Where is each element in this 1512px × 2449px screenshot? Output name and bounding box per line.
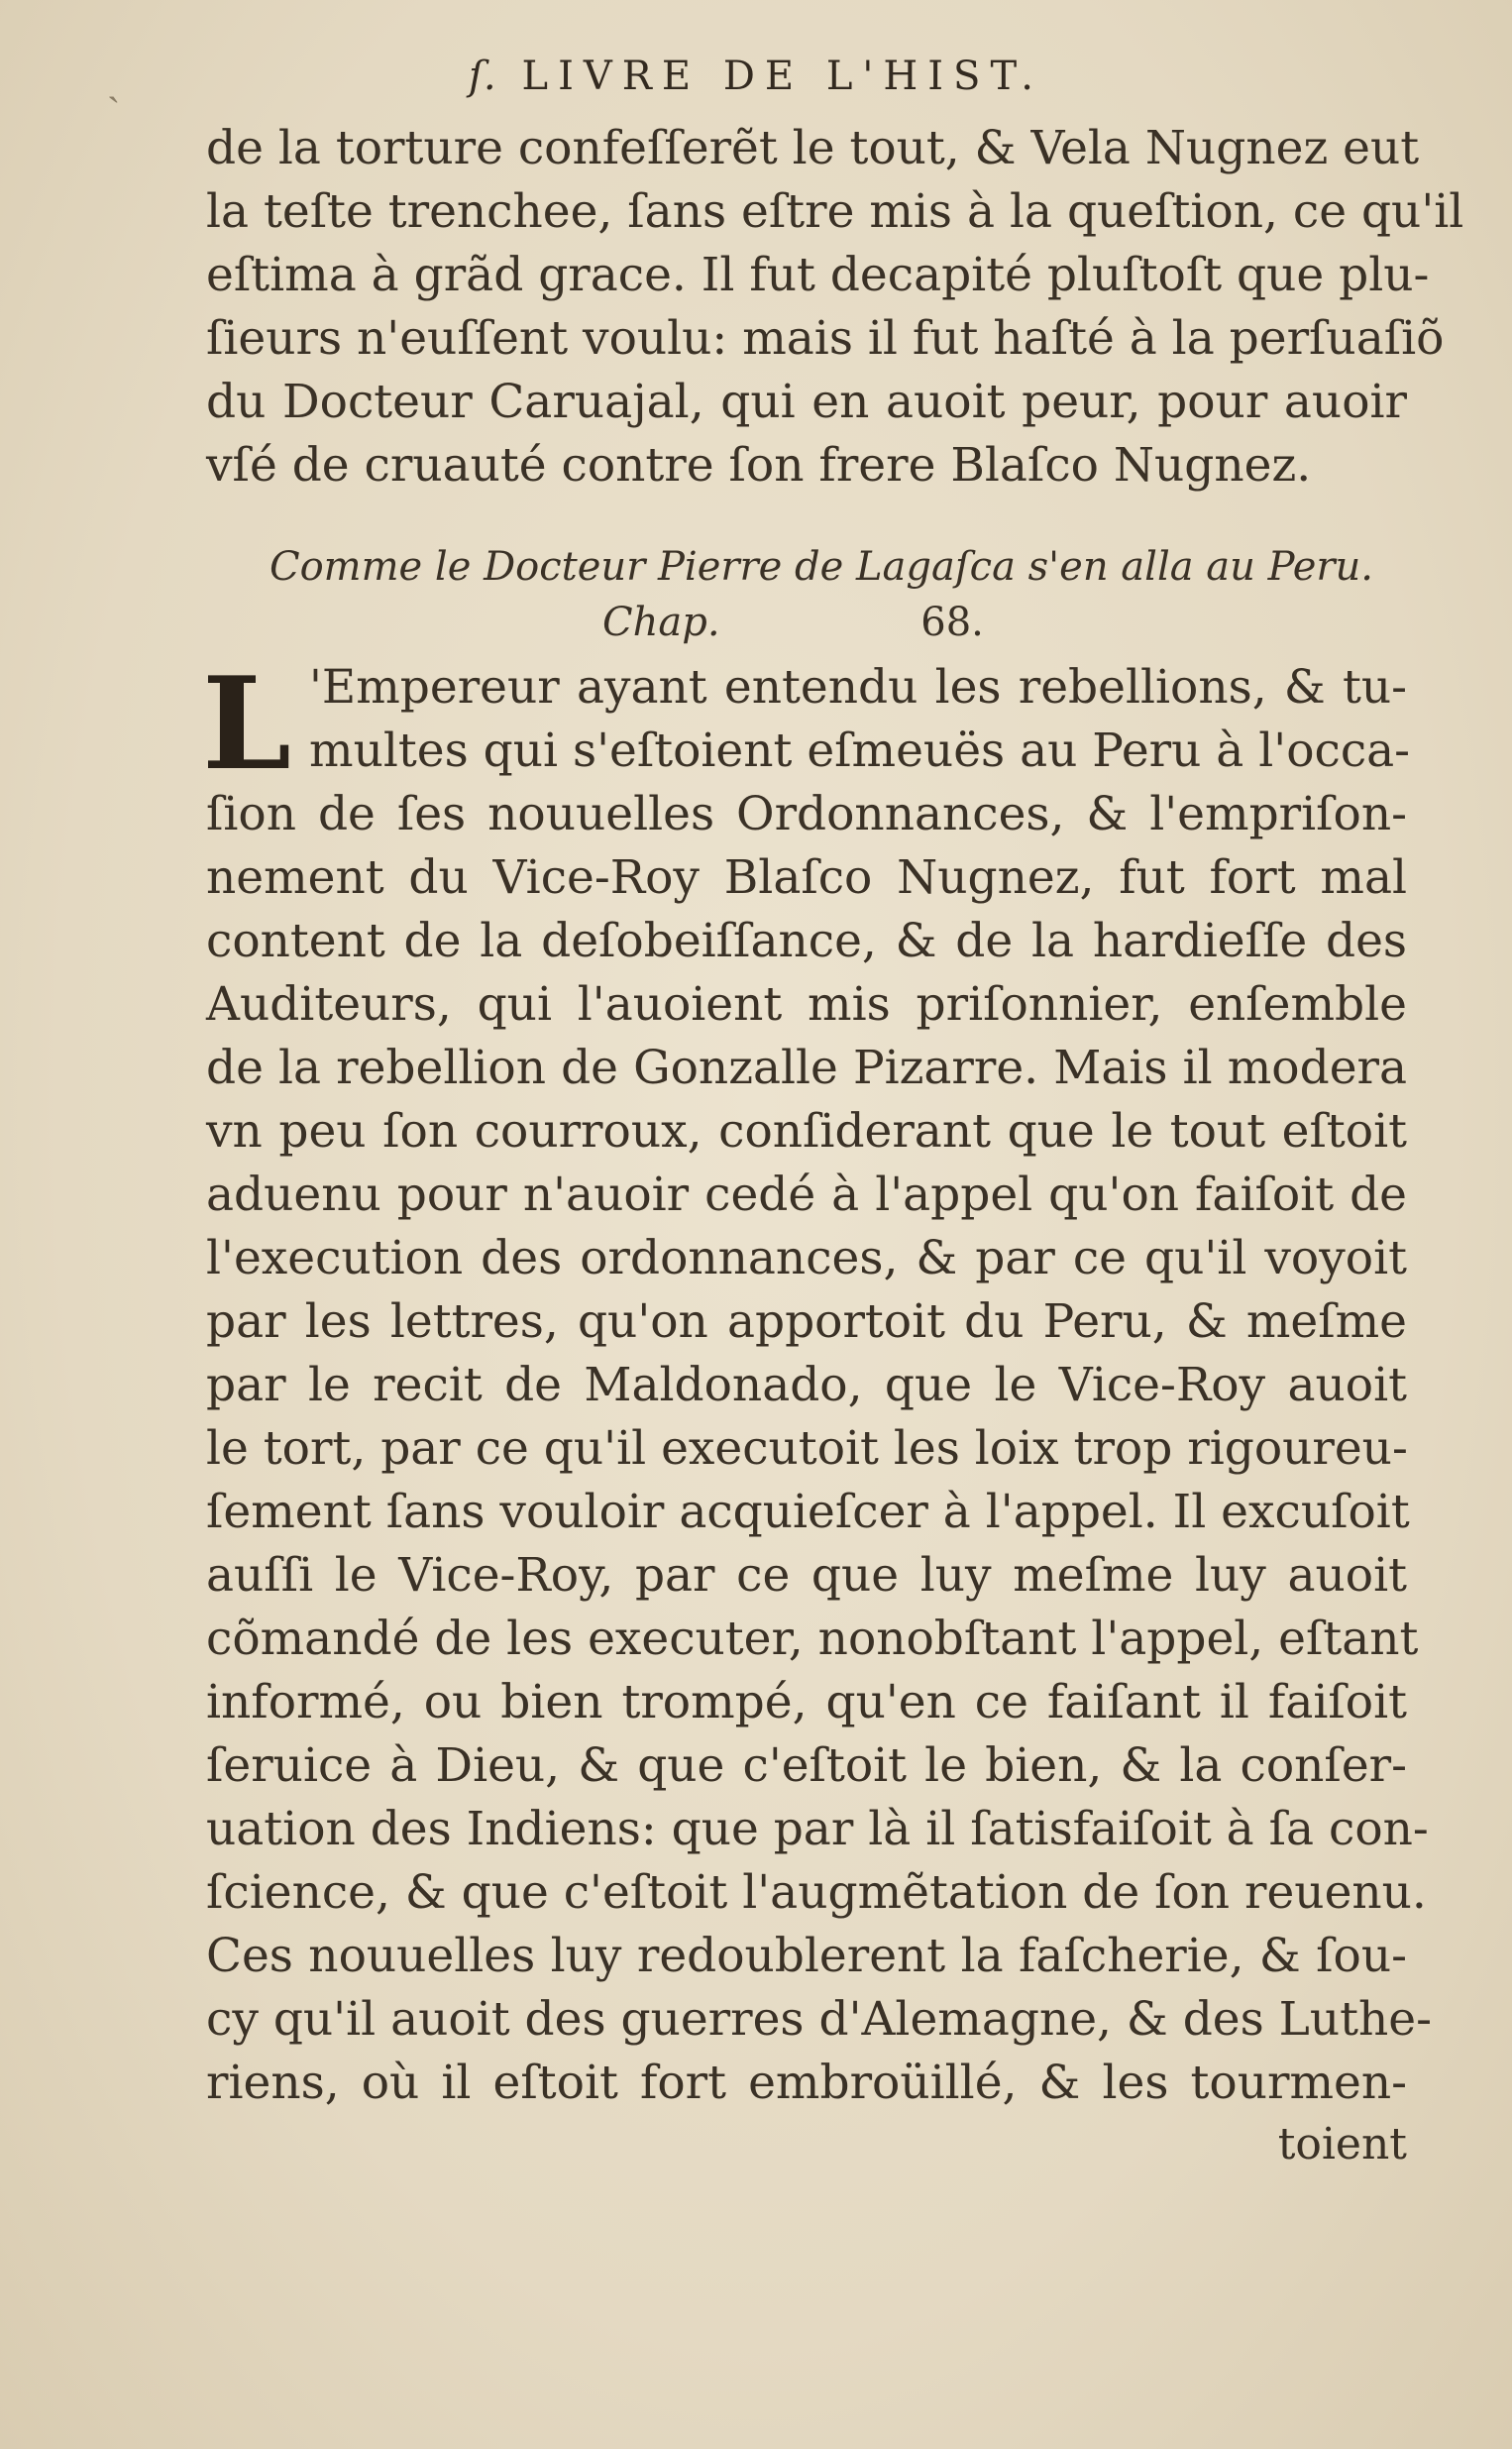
text-line: Auditeurs, qui l'auoient mis priſonnier, enſemble bbox=[206, 977, 1407, 1032]
text-line: ſion de ſes nouuelles Ordonnances, & l'empriſon- bbox=[206, 787, 1407, 841]
text-line: multes qui s'eſtoient eſmeuës au Peru à l'occa- bbox=[309, 724, 1411, 778]
chapter-title: Comme le Docteur Pierre de Lagaſca s'en alla au Peru. bbox=[269, 544, 1374, 590]
margin-mark: ˎ bbox=[107, 58, 121, 104]
text-line: nement du Vice-Roy Blaſco Nugnez, fut fort mal bbox=[206, 850, 1407, 905]
chapter-number-line bbox=[206, 595, 1407, 650]
chapter-paragraph bbox=[202, 650, 1432, 2174]
text-line: eſtima à grãd grace. Il fut decapité pluſtoſt que plu- bbox=[206, 248, 1430, 302]
text-line: de la torture confeſſerẽt le tout, & Vela Nugnez eut bbox=[206, 121, 1420, 175]
text-line: auſſi le Vice-Roy, par ce que luy meſme luy auoit bbox=[206, 1548, 1407, 1603]
text-line: ſieurs n'euſſent voulu: mais il fut haſté à la perſuaſiõ bbox=[206, 311, 1445, 366]
text-line: la teſte trenchee, ſans eſtre mis à la queſtion, ce qu'il bbox=[206, 184, 1464, 239]
text-line: l'execution des ordonnances, & par ce qu'il voyoit bbox=[206, 1231, 1407, 1285]
continued-paragraph bbox=[206, 117, 1464, 498]
text-line: cõmandé de les executer, nonobſtant l'appel, eſtant bbox=[206, 1612, 1419, 1666]
text-line: ſement ſans vouloir acquieſcer à l'appel. Il excuſoit bbox=[206, 1485, 1410, 1539]
text-line: informé, ou bien trompé, qu'en ce faiſant il faiſoit bbox=[206, 1675, 1407, 1729]
text-line: vſé de cruauté contre ſon frere Blaſco Nugnez. bbox=[206, 438, 1312, 493]
chapter-label: Chap. bbox=[602, 600, 720, 645]
text-line: par le recit de Maldonado, que le Vice-Roy auoit bbox=[206, 1358, 1407, 1412]
text-line: Ces nouuelles luy redoublerent la faſcherie, & ſou- bbox=[206, 1929, 1407, 1983]
text-line: 'Empereur ayant entendu les rebellions, & tu- bbox=[309, 660, 1407, 715]
text-line: aduenu pour n'auoir cedé à l'appel qu'on faiſoit de bbox=[206, 1168, 1407, 1222]
folio-number: ſ. bbox=[469, 54, 496, 99]
text-line: le tort, par ce qu'il executoit les loix trop rigoureu- bbox=[206, 1421, 1408, 1476]
text-line: ſeruice à Dieu, & que c'eſtoit le bien, & la conſer- bbox=[206, 1738, 1407, 1793]
text-block bbox=[202, 117, 1464, 2174]
text-line: uation des Indiens: que par là il ſatisfaiſoit à ſa con- bbox=[206, 1802, 1429, 1856]
chapter-heading bbox=[206, 539, 1407, 650]
text-line: riens, où il eſtoit fort embroüillé, & les tourmen- bbox=[206, 2056, 1407, 2110]
drop-cap: L bbox=[202, 650, 291, 799]
catchword: toient bbox=[1277, 2119, 1407, 2170]
text-line: du Docteur Caruajal, qui en auoit peur, pour auoir bbox=[206, 375, 1407, 429]
running-title: LIVRE DE L'HIST. bbox=[521, 54, 1043, 99]
text-line: vn peu ſon courroux, conſiderant que le tout eſtoit bbox=[206, 1104, 1407, 1159]
chapter-number: 68. bbox=[920, 600, 984, 645]
running-header bbox=[0, 42, 1512, 111]
text-line: par les lettres, qu'on apportoit du Peru, & meſme bbox=[206, 1294, 1407, 1349]
text-line: de la rebellion de Gonzalle Pizarre. Mais il modera bbox=[206, 1041, 1407, 1095]
text-line: ſcience, & que c'eſtoit l'augmẽtation de ſon reuenu. bbox=[206, 1865, 1427, 1920]
text-line: content de la deſobeiſſance, & de la hardieſſe des bbox=[206, 914, 1407, 968]
text-line: cy qu'il auoit des guerres d'Alemagne, & des Luthe- bbox=[206, 1992, 1432, 2047]
